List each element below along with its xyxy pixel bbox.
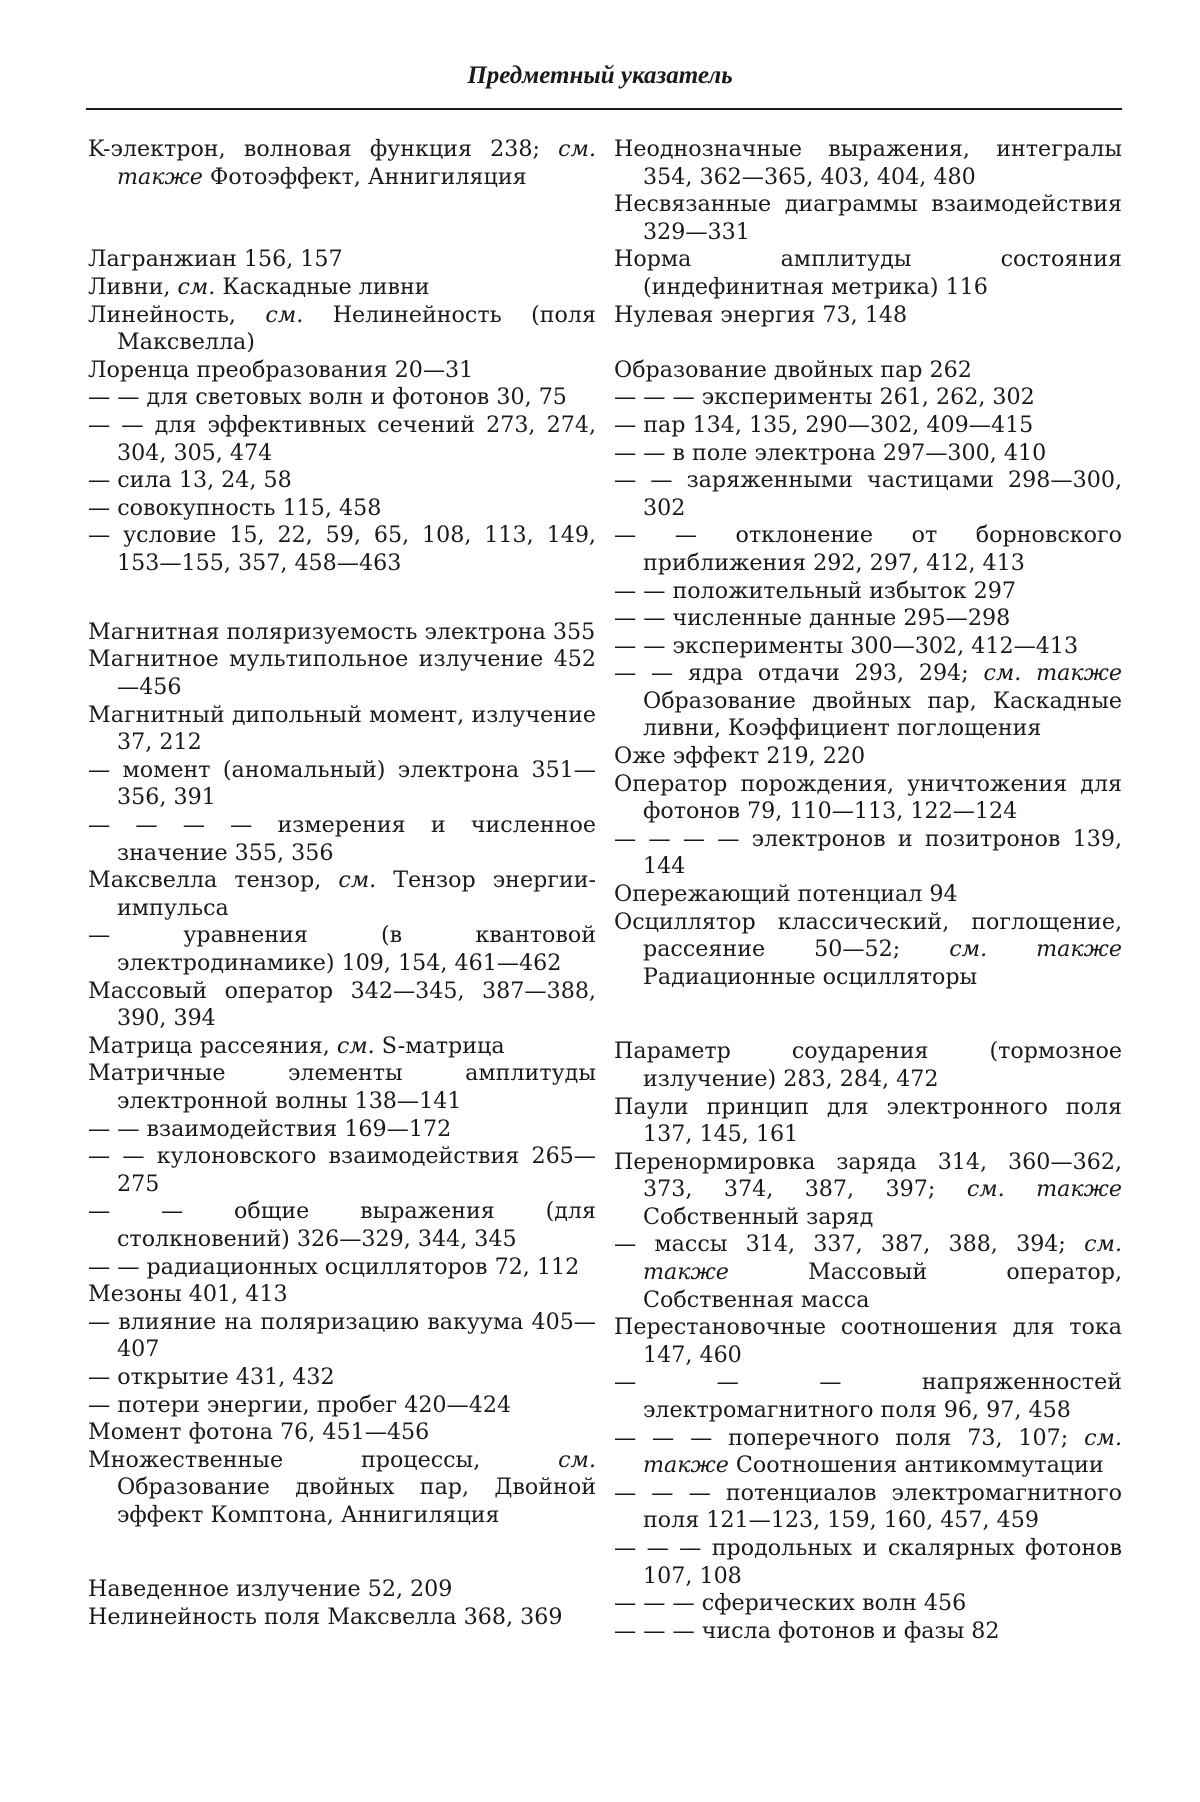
index-entry: Ливни, см. Каскадные ливни <box>88 273 430 300</box>
index-entry: Норма амплитуды состояния (индефинитная метрика) 116 <box>614 246 1122 300</box>
index-entry: — — численные данные 295—298 <box>614 605 1011 632</box>
index-entry: — — — — измерения и численное значение 355, 356 <box>88 812 596 866</box>
index-entry: Линейность, см. Нелинейность (поля Максвелла) <box>88 301 596 356</box>
index-entry: Матрица рассеяния, см. S-матрица <box>88 1032 505 1059</box>
index-entry: Неоднозначные выражения, интегралы 354, 362—365, 403, 404, 480 <box>614 136 1122 190</box>
index-entry: — массы 314, 337, 387, 388, 394; см. также Массовый оператор, Собственная масса <box>614 1231 1122 1313</box>
index-entry: — — взаимодействия 169—172 <box>88 1115 452 1142</box>
index-entry: — — — сферических волн 456 <box>614 1590 967 1617</box>
index-entry: — — — напряженностей электромагнитного поля 96, 97, 458 <box>614 1369 1122 1424</box>
index-entry: Матричные элементы амплитуды электронной волны 138—141 <box>88 1060 596 1114</box>
index-entry: — — — эксперименты 261, 262, 302 <box>614 384 1035 411</box>
index-entry: — — — продольных и скалярных фотонов 107, 108 <box>614 1535 1122 1589</box>
index-entry: — влияние на поляризацию вакуума 405—407 <box>88 1308 596 1363</box>
index-entry: — — — поперечного поля 73, 107; см. также Соотношения антикоммутации <box>614 1424 1122 1479</box>
header-rule <box>86 108 1122 110</box>
index-entry: — — отклонение от борновского приближения 292, 297, 412, 413 <box>614 522 1122 576</box>
index-entry: Осциллятор классический, поглощение, рассеяние 50—52; см. также Радиационные осцилляторы <box>614 908 1122 990</box>
index-entry: Лагранжиан 156, 157 <box>88 246 343 273</box>
section-gap <box>88 1529 596 1576</box>
index-entry: — — ядра отдачи 293, 294; см. также Образование двойных пар, Каскадные ливни, Коэффициент поглощения <box>614 660 1122 742</box>
index-entry: Магнитная поляризуемость электрона 355 <box>88 618 596 645</box>
section-gap <box>614 991 1122 1038</box>
index-entry: — уравнения (в квантовой электродинамике) 109, 154, 461—462 <box>88 922 596 977</box>
index-entry: Перестановочные соотношения для тока 147, 460 <box>614 1314 1122 1368</box>
index-entry: — потери энергии, пробег 420—424 <box>88 1391 512 1418</box>
index-entry: Нулевая энергия 73, 148 <box>614 301 908 328</box>
index-entry: — — для световых волн и фотонов 30, 75 <box>88 384 567 411</box>
index-entry: — — заряженными частицами 298—300, 302 <box>614 467 1122 521</box>
index-entry: Массовый оператор 342—345, 387—388, 390, 394 <box>88 977 596 1032</box>
index-entry: Параметр соударения (тормозное излучение) 283, 284, 472 <box>614 1038 1122 1092</box>
index-entry: Лоренца преобразования 20—31 <box>88 356 474 383</box>
index-entry: — момент (аномальный) электрона 351—356, 391 <box>88 756 596 811</box>
index-entry: Момент фотона 76, 451—456 <box>88 1419 430 1446</box>
index-entry: K-электрон, волновая функция 238; см. также Фотоэффект, Аннигиляция <box>88 136 596 190</box>
index-column-right <box>614 136 1122 1645</box>
index-entry: Множественные процессы, см. Образование двойных пар, Двойной эффект Комптона, Аннигиляция <box>88 1446 596 1528</box>
index-entry: Максвелла тензор, см. Тензор энергии-импульса <box>88 867 596 921</box>
index-entry: — — — потенциалов электромагнитного поля 121—123, 159, 160, 457, 459 <box>614 1479 1122 1534</box>
index-entry: — сила 13, 24, 58 <box>88 467 292 494</box>
index-entry: Оже эффект 219, 220 <box>614 743 866 770</box>
index-entry: — — кулоновского взаимодействия 265—275 <box>88 1143 596 1197</box>
index-entry: Опережающий потенциал 94 <box>614 881 958 908</box>
index-entry: Магнитный дипольный момент, излучение 37, 212 <box>88 701 596 756</box>
index-entry: — совокупность 115, 458 <box>88 494 382 521</box>
index-entry: — — — — электронов и позитронов 139, 144 <box>614 825 1122 880</box>
index-entry: — открытие 431, 432 <box>88 1363 335 1390</box>
index-entry: — — в поле электрона 297—300, 410 <box>614 439 1047 466</box>
index-entry: — — для эффективных сечений 273, 274, 304, 305, 474 <box>88 411 596 466</box>
index-entry: — пар 134, 135, 290—302, 409—415 <box>614 411 1034 438</box>
index-entry: Несвязанные диаграммы взаимодействия 329—331 <box>614 191 1122 245</box>
section-gap <box>88 578 596 619</box>
index-entry: Перенормировка заряда 314, 360—362, 373, 374, 387, 397; см. также Собственный заряд <box>614 1148 1122 1230</box>
section-gap <box>88 191 596 246</box>
index-entry: — — положительный избыток 297 <box>614 577 1016 604</box>
index-entry: — условие 15, 22, 59, 65, 108, 113, 149, 153—155, 357, 458—463 <box>88 522 596 576</box>
index-entry: — — радиационных осцилляторов 72, 112 <box>88 1253 580 1280</box>
index-entry: Оператор порождения, уничтожения для фотонов 79, 110—113, 122—124 <box>614 770 1122 825</box>
index-entry: — — — числа фотонов и фазы 82 <box>614 1617 1000 1644</box>
index-entry: — — эксперименты 300—302, 412—413 <box>614 632 1079 659</box>
index-entry: Нелинейность поля Максвелла 368, 369 <box>88 1603 563 1630</box>
index-entry: — — общие выражения (для столкновений) 326—329, 344, 345 <box>88 1198 596 1252</box>
index-entry: Магнитное мультипольное излучение 452—456 <box>88 646 596 701</box>
section-gap <box>614 329 1122 357</box>
index-column-left <box>88 136 596 1632</box>
index-entry: Образование двойных пар 262 <box>614 356 972 383</box>
index-entry: Паули принцип для электронного поля 137, 145, 161 <box>614 1093 1122 1148</box>
index-entry: Мезоны 401, 413 <box>88 1281 288 1308</box>
index-entry: Наведенное излучение 52, 209 <box>88 1576 453 1603</box>
page-header-title: Предметный указатель <box>467 62 733 89</box>
